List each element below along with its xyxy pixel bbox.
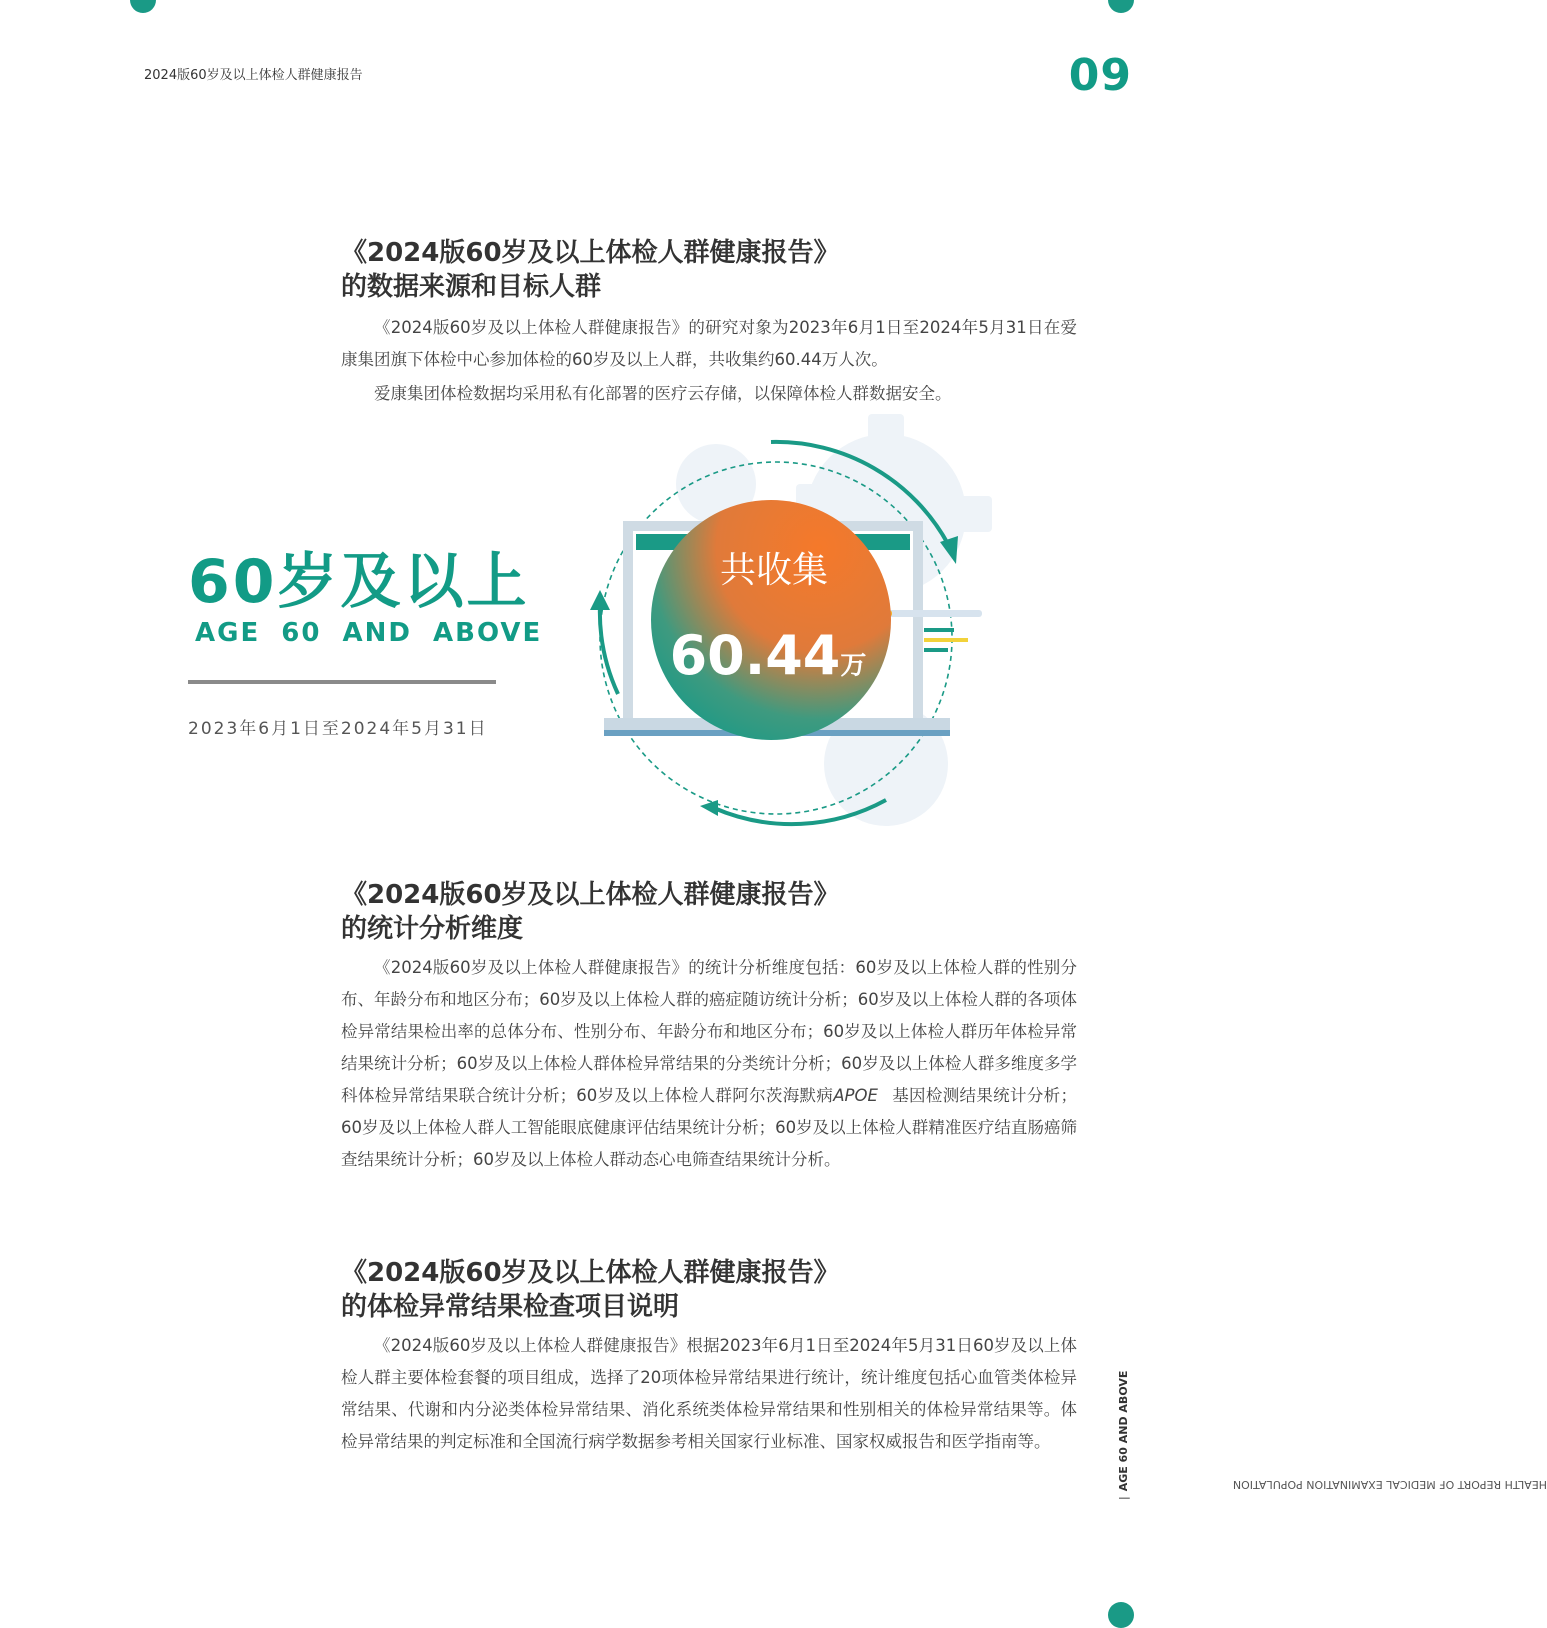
section-title: 《2024版60岁及以上体检人群健康报告》 的体检异常结果检查项目说明 [341,1258,840,1322]
age-title-cn: 60岁及以上 [188,547,530,617]
section-paragraph: 《2024版60岁及以上体检人群健康报告》的统计分析维度包括：60岁及以上体检人群的性别分布、年龄分布和地区分布；60岁及以上体检人群的癌症随访统计分析；60岁及以上体检人群的各项体检异常结果检出率的总体分布、性别分布、年龄分布和地区分布；60岁及以上体检人群历年体检异常结果统计分析；60岁及以上体检人群体检异常结果的分类统计分析；60岁及以上体检人群多维度多学科体检异常结果联合统计分析；60岁及以上体检人群阿尔茨海默病APOE 基因检测结果统计分析；60岁及以上体检人群人工智能眼底健康评估结果统计分析；60岁及以上体检人群精准医疗结直肠癌筛查结果统计分析；60岁及以上体检人群动态心电筛查结果统计分析。 [341,958,1077,1169]
age-title-en: AGE 60 AND ABOVE [195,618,543,648]
section-paragraph: 《2024版60岁及以上体检人群健康报告》根据2023年6月1日至2024年5月31日60岁及以上体检人群主要体检套餐的项目组成，选择了20项体检异常结果进行统计，统计维度包括心血管类体检异常结果、代谢和内分泌类体检异常结果、消化系统类体检异常结果和性别相关的体检异常结果等。体检异常结果的判定标准和全国流行病学数据参考相关国家行业标准、国家权威报告和医学指南等。 [341,1336,1077,1451]
section-title: 《2024版60岁及以上体检人群健康报告》 的统计分析维度 [341,880,840,944]
section-analysis-dimensions [341,878,1077,1176]
collected-ball [651,500,891,740]
top-right-dot [1108,0,1134,13]
top-left-dot [130,0,156,13]
arrow-arc-left [600,604,618,694]
sidebar-vertical-title: HEALTH REPORT OF MEDICAL EXAMINATION POPULATION |AGE 60 AND ABOVE [1117,1370,1547,1500]
collection-illustration [596,424,1026,844]
collected-label: 共收集 [719,550,829,591]
page-number: 09 [1068,50,1132,101]
section-data-source [341,236,1077,410]
arrow-head-icon [700,800,718,816]
collected-value: 60.44万 [669,624,867,687]
header-title: 2024版60岁及以上体检人群健康报告 [144,68,363,83]
section-exam-items [341,1256,1077,1458]
bottom-right-dot [1108,1602,1134,1628]
section-title: 《2024版60岁及以上体检人群健康报告》 的数据来源和目标人群 [341,238,840,302]
arrow-head-icon [590,590,610,610]
gene-name: APOE [833,1086,878,1105]
age-divider [188,680,496,684]
section-paragraph: 《2024版60岁及以上体检人群健康报告》的研究对象为2023年6月1日至2024年5月31日在爱康集团旗下体检中心参加体检的60岁及以上人群，共收集约60.44万人次。 [341,318,1077,369]
section-paragraph: 爱康集团体检数据均采用私有化部署的医疗云存储，以保障体检人群数据安全。 [374,384,952,403]
age-date-range: 2023年6月1日至2024年5月31日 [188,719,488,739]
